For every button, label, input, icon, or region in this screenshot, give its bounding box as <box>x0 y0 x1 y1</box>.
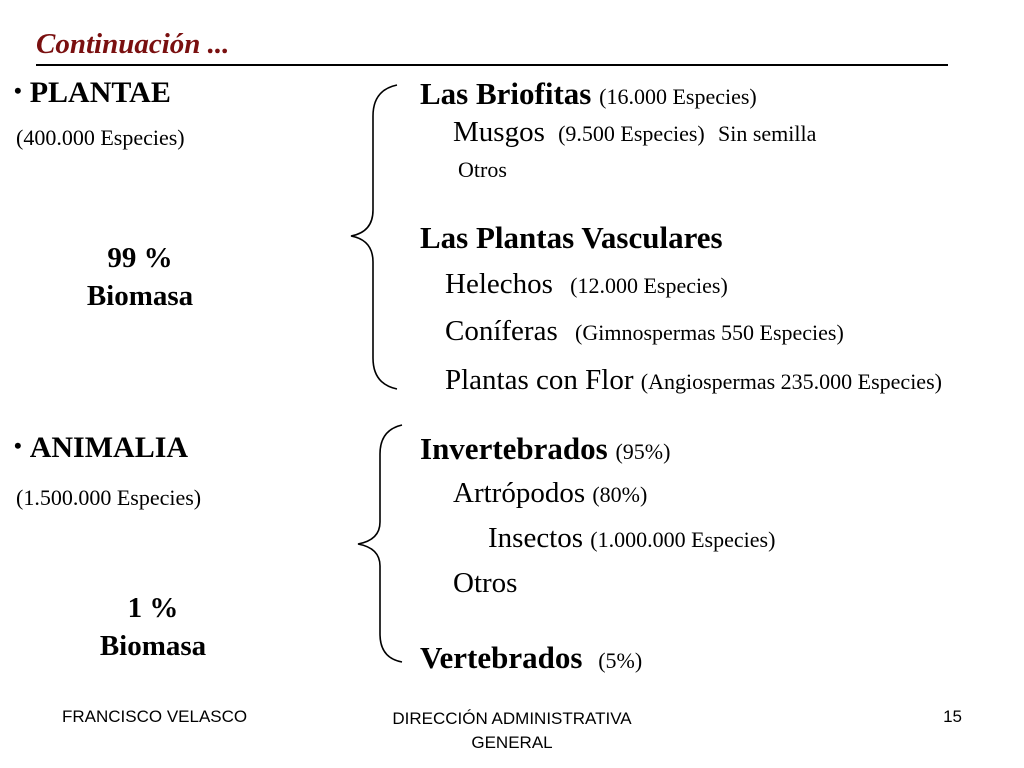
plantae-brace <box>345 82 405 392</box>
title-underline <box>36 64 948 66</box>
coniferas-name: Coníferas <box>445 315 558 347</box>
slide-title: Continuación ... <box>36 28 230 60</box>
briofitas-otros: Otros <box>458 157 507 182</box>
flor-name: Plantas con Flor <box>445 364 634 396</box>
musgos-name: Musgos <box>453 116 545 148</box>
musgos-note: Sin semilla <box>717 121 817 146</box>
kingdom-plantae-label: PLANTAE <box>29 76 171 109</box>
kingdom-animalia-label: ANIMALIA <box>29 431 189 464</box>
plantae-biomass <box>60 239 220 315</box>
musgos-count: (9.500 Especies) <box>558 121 705 146</box>
vertebrados-name: Vertebrados <box>420 640 583 675</box>
invertebrados-pct: (95%) <box>615 439 671 464</box>
briofitas-name: Las Briofitas <box>420 76 592 111</box>
footer-author: FRANCISCO VELASCO <box>62 707 248 726</box>
animalia-biomass-label: Biomasa <box>99 630 207 662</box>
insectos-line <box>488 522 775 555</box>
footer-organization-line2: GENERAL <box>471 733 553 752</box>
invertebrados-name: Invertebrados <box>420 431 608 466</box>
bullet-icon: • <box>14 433 22 458</box>
helechos-line <box>445 268 728 301</box>
plantae-biomass-label: Biomasa <box>86 280 194 312</box>
coniferas-count: (Gimnospermas 550 Especies) <box>575 320 844 345</box>
artropodos-name: Artrópodos <box>453 477 586 509</box>
bullet-icon: • <box>14 78 22 103</box>
invertebrados-heading <box>420 431 670 467</box>
briofitas-heading <box>420 76 757 112</box>
flor-line <box>445 364 942 397</box>
plantae-species-count: (400.000 Especies) <box>16 125 185 150</box>
animalia-species-count: (1.500.000 Especies) <box>16 485 202 510</box>
animalia-biomass <box>73 589 233 665</box>
animalia-biomass-percent: 1 % <box>127 592 179 624</box>
vasculares-heading: Las Plantas Vasculares <box>420 220 723 255</box>
musgos-line <box>453 116 816 149</box>
coniferas-line <box>445 315 844 348</box>
footer-page-number: 15 <box>943 707 962 726</box>
vertebrados-heading <box>420 640 642 676</box>
flor-count: (Angiospermas 235.000 Especies) <box>640 369 942 394</box>
helechos-name: Helechos <box>445 268 553 300</box>
kingdom-animalia <box>14 431 188 465</box>
footer-organization-line1: DIRECCIÓN ADMINISTRATIVA <box>392 709 632 728</box>
artropodos-pct: (80%) <box>592 482 648 507</box>
insectos-name: Insectos <box>488 522 584 554</box>
helechos-count: (12.000 Especies) <box>570 273 728 298</box>
artropodos-line <box>453 477 647 510</box>
insectos-count: (1.000.000 Especies) <box>590 527 776 552</box>
vertebrados-pct: (5%) <box>598 648 643 673</box>
plantae-biomass-percent: 99 % <box>107 242 173 274</box>
artropodos-otros: Otros <box>453 567 518 599</box>
animalia-brace <box>352 422 412 664</box>
kingdom-plantae <box>14 76 171 110</box>
footer-organization <box>362 707 662 755</box>
briofitas-count: (16.000 Especies) <box>599 84 757 109</box>
